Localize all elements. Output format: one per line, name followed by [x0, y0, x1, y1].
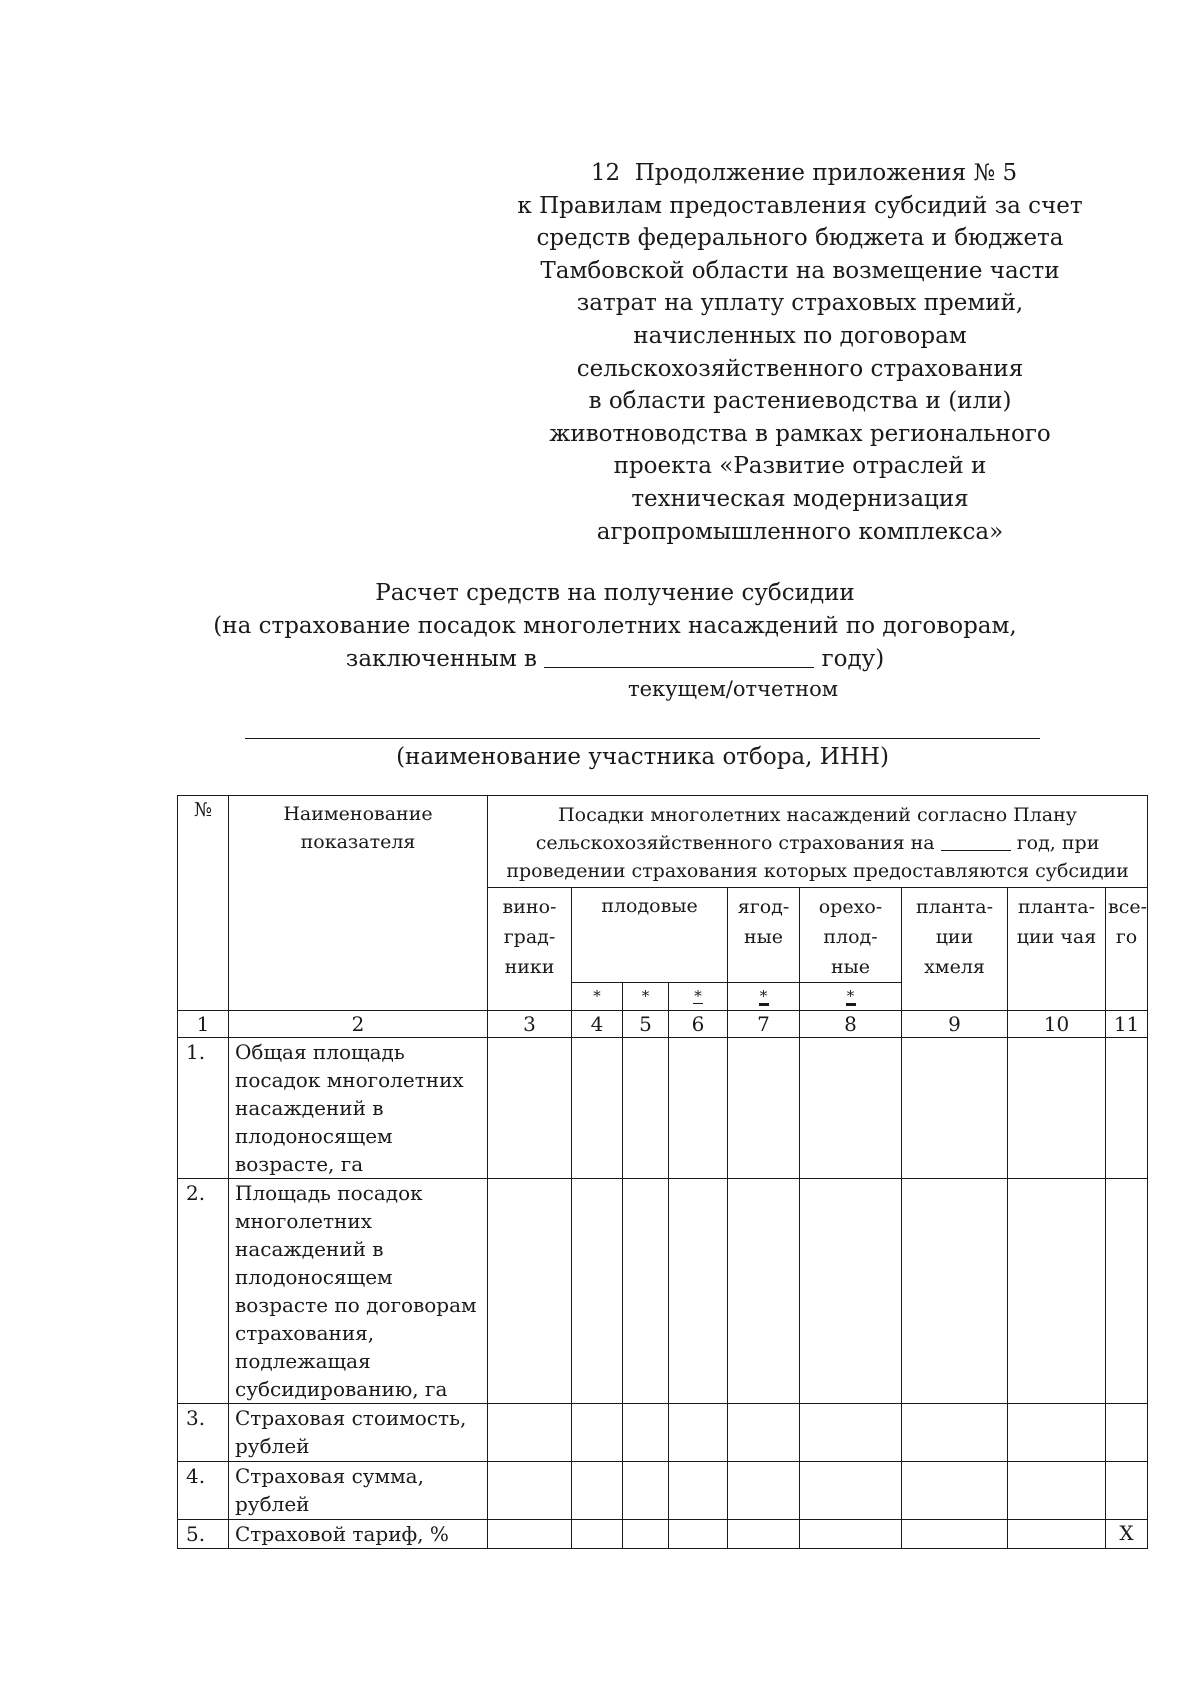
table-row: [178, 1038, 1148, 1179]
plan-year-blank-field[interactable]: [941, 832, 1011, 851]
column-number: 4: [572, 1011, 623, 1038]
data-cell[interactable]: [669, 1462, 728, 1520]
row-number: 4.: [178, 1462, 229, 1520]
appendix-line: затрат на уплату страховых премий,: [576, 290, 1024, 317]
row-name: Страховой тариф, %: [229, 1520, 488, 1549]
header-hops: планта-ции хмеля: [902, 888, 1008, 1011]
row-name: Страховая стоимость, рублей: [229, 1404, 488, 1462]
data-cell[interactable]: [902, 1462, 1008, 1520]
row-number: 2.: [178, 1179, 229, 1404]
data-cell[interactable]: [902, 1179, 1008, 1404]
data-cell[interactable]: [488, 1462, 572, 1520]
header-indicator-name: Наименование показателя: [229, 796, 488, 1011]
column-number: 11: [1106, 1011, 1148, 1038]
berry-star: [728, 983, 800, 1011]
data-cell[interactable]: [488, 1404, 572, 1462]
column-number: 10: [1008, 1011, 1106, 1038]
participant-caption: (наименование участника отбора, ИНН): [396, 744, 889, 770]
data-cell[interactable]: [488, 1038, 572, 1179]
data-cell[interactable]: [488, 1179, 572, 1404]
data-cell[interactable]: [669, 1179, 728, 1404]
appendix-line: проекта «Развитие отраслей и: [613, 453, 987, 480]
data-cell[interactable]: [669, 1038, 728, 1179]
table-row: [178, 1404, 1148, 1462]
row-name: Общая площадь посадок многолетних насаждений в плодоносящем возрасте, га: [229, 1038, 488, 1179]
data-cell[interactable]: [1106, 1404, 1148, 1462]
column-number: 3: [488, 1011, 572, 1038]
year-blank-field[interactable]: [544, 643, 814, 668]
data-cell[interactable]: [1008, 1462, 1106, 1520]
header-berry: ягод-ные: [728, 888, 800, 983]
data-cell[interactable]: [728, 1520, 800, 1549]
data-cell[interactable]: [572, 1038, 623, 1179]
appendix-line: начисленных по договорам: [633, 322, 967, 349]
data-cell[interactable]: [902, 1404, 1008, 1462]
column-number: 5: [623, 1011, 669, 1038]
appendix-line: к Правилам предоставления субсидий за счет: [517, 192, 1083, 219]
appendix-line: Тамбовской области на возмещение части: [540, 257, 1060, 284]
data-cell[interactable]: [669, 1520, 728, 1549]
data-cell[interactable]: [728, 1179, 800, 1404]
title-line-3: [180, 643, 1050, 676]
data-cell[interactable]: [1106, 1462, 1148, 1520]
data-cell[interactable]: [623, 1462, 669, 1520]
data-cell[interactable]: [623, 1404, 669, 1462]
header-group-text-1: Посадки многолетних насаждений согласно Плану сельскохозяйственного страхования на: [535, 804, 1077, 854]
title-concluded-label: заключенным в: [345, 646, 537, 672]
row-name: Площадь посадок многолетних насаждений в плодоносящем возрасте по договорам страхования, подлежащая субсидированию, га: [229, 1179, 488, 1404]
nut-star-mark: *: [846, 987, 855, 1005]
data-cell[interactable]: [800, 1520, 902, 1549]
document-title: [180, 577, 1050, 676]
table-row: [178, 1179, 1148, 1404]
column-number: 6: [669, 1011, 728, 1038]
data-cell[interactable]: [728, 1404, 800, 1462]
total-not-applicable: Х: [1106, 1520, 1148, 1549]
data-cell[interactable]: [1008, 1404, 1106, 1462]
appendix-line: животноводства в рамках регионального: [549, 420, 1051, 447]
data-cell[interactable]: [572, 1520, 623, 1549]
data-cell[interactable]: [800, 1038, 902, 1179]
data-cell[interactable]: [800, 1404, 902, 1462]
data-cell[interactable]: [902, 1038, 1008, 1179]
data-cell[interactable]: [1008, 1179, 1106, 1404]
data-cell[interactable]: [1008, 1520, 1106, 1549]
header-row-1: [178, 796, 1148, 888]
appendix-line: сельскохозяйственного страхования: [576, 355, 1024, 382]
title-line-2: (на страхование посадок многолетних насаждений по договорам,: [213, 613, 1017, 639]
column-number: 7: [728, 1011, 800, 1038]
row-number: 1.: [178, 1038, 229, 1179]
fruit-star-3-mark: *: [694, 987, 702, 1005]
header-tea: планта-ции чая: [1008, 888, 1106, 1011]
data-cell[interactable]: [728, 1038, 800, 1179]
data-cell[interactable]: [1008, 1038, 1106, 1179]
data-cell[interactable]: [728, 1462, 800, 1520]
data-cell[interactable]: [1106, 1179, 1148, 1404]
column-number: 2: [229, 1011, 488, 1038]
data-cell[interactable]: [800, 1179, 902, 1404]
row-number: 5.: [178, 1520, 229, 1549]
fruit-star-3: [669, 983, 728, 1011]
data-cell[interactable]: [623, 1520, 669, 1549]
data-cell[interactable]: [623, 1179, 669, 1404]
year-blank-hint: текущем/отчетном: [628, 677, 839, 701]
fruit-star-2: *: [623, 983, 669, 1011]
row-number: 3.: [178, 1404, 229, 1462]
subsidy-table: [177, 795, 1148, 1549]
data-cell[interactable]: [488, 1520, 572, 1549]
column-number: 8: [800, 1011, 902, 1038]
header-plantings-group: [488, 796, 1148, 888]
participant-blank-field[interactable]: [245, 738, 1040, 739]
data-cell[interactable]: [572, 1179, 623, 1404]
data-cell[interactable]: [902, 1520, 1008, 1549]
title-year-label: году): [821, 646, 885, 672]
header-nut: орехо-плод-ные: [800, 888, 902, 983]
page-number: 12: [590, 160, 621, 186]
table-row: [178, 1520, 1148, 1549]
appendix-title: Продолжение приложения № 5: [634, 160, 1018, 186]
header-fruit: плодовые: [572, 888, 728, 983]
column-number: 1: [178, 1011, 229, 1038]
data-cell[interactable]: [572, 1404, 623, 1462]
fruit-star-1: *: [572, 983, 623, 1011]
appendix-first-line: [500, 157, 1100, 190]
data-cell[interactable]: [669, 1404, 728, 1462]
appendix-header: [500, 157, 1100, 548]
header-vineyards: вино-град-ники: [488, 888, 572, 1011]
appendix-line: в области растениеводства и (или): [588, 388, 1012, 415]
header-total: все-го: [1106, 888, 1148, 1011]
berry-star-mark: *: [759, 987, 768, 1005]
header-group-text-2: год, при проведении страхования которых предоставляются субсидии: [506, 832, 1129, 882]
column-number: 9: [902, 1011, 1008, 1038]
title-line-1: Расчет средств на получение субсидии: [375, 580, 855, 606]
nut-star: [800, 983, 902, 1011]
data-cell[interactable]: [572, 1462, 623, 1520]
appendix-line: средств федерального бюджета и бюджета: [536, 225, 1064, 252]
column-number-row: [178, 1011, 1148, 1038]
appendix-line: техническая модернизация: [631, 485, 969, 512]
data-cell[interactable]: [623, 1038, 669, 1179]
data-cell[interactable]: [1106, 1038, 1148, 1179]
appendix-line: агропромышленного комплекса»: [596, 518, 1004, 545]
data-cell[interactable]: [800, 1462, 902, 1520]
table-row: [178, 1462, 1148, 1520]
row-name: Страховая сумма, рублей: [229, 1462, 488, 1520]
header-num: №: [178, 796, 229, 1011]
